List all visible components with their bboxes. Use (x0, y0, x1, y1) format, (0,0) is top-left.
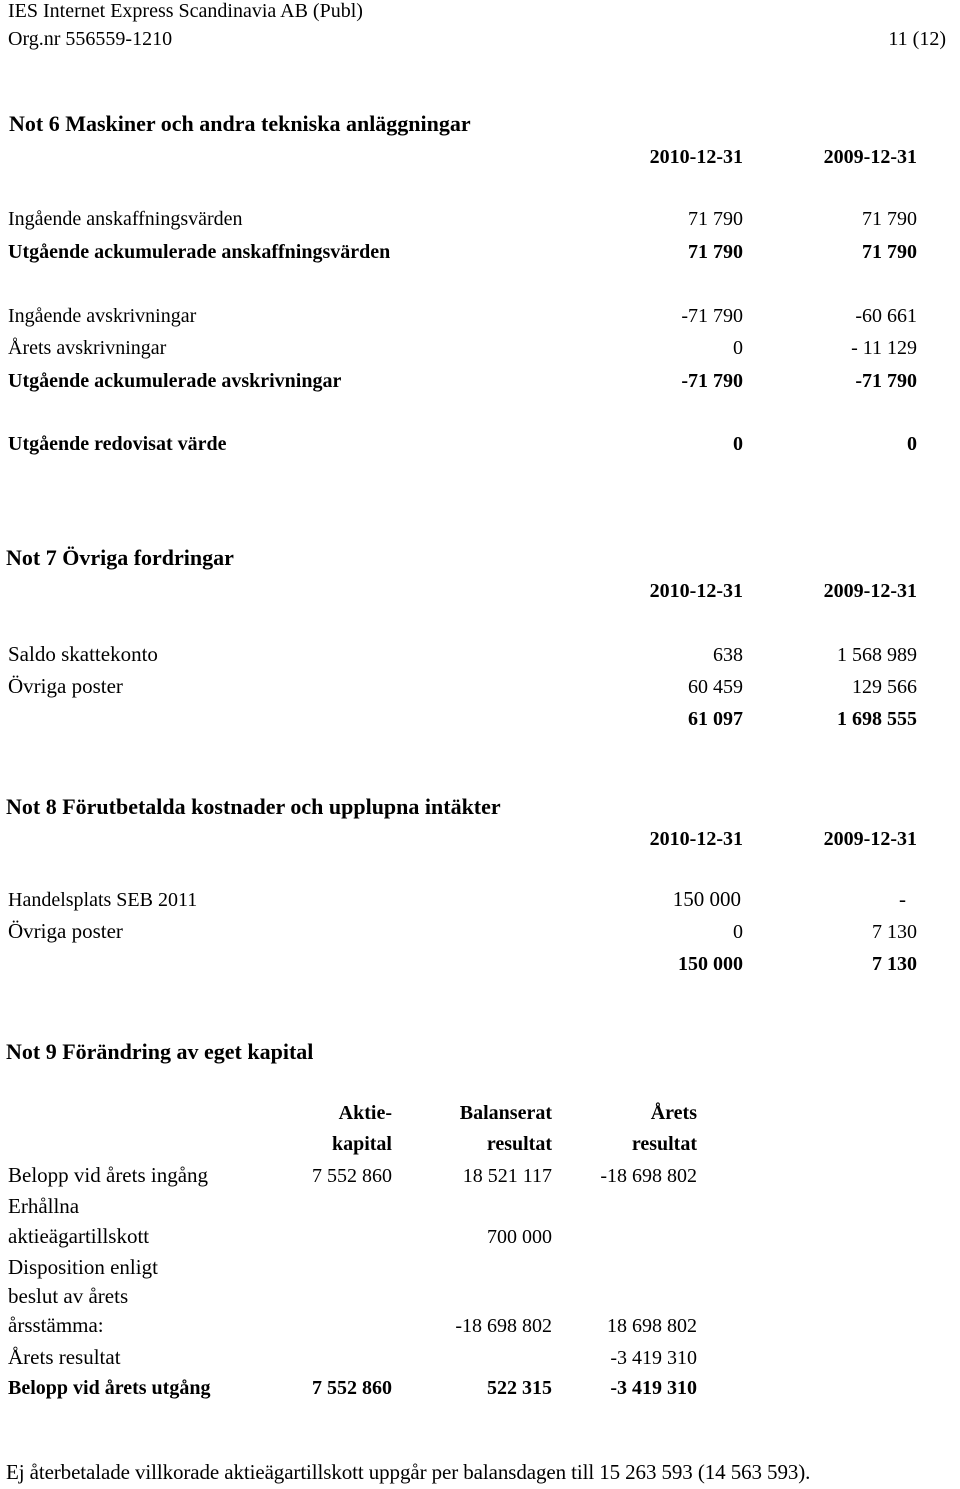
note-7-row-value-2010: 638 (713, 644, 743, 666)
note-6-row-value-2009: -71 790 (855, 370, 917, 392)
note-6-title: Not 6 Maskiner och andra tekniska anläggningar (9, 111, 471, 136)
note-7-col2-header: 2009-12-31 (823, 580, 917, 602)
note-6-row-value-2009: -60 661 (855, 305, 917, 327)
note-8-row-value-2009: - (899, 887, 906, 911)
note-9-row-label: Belopp vid årets ingång (8, 1163, 209, 1187)
note-9-value-balanserat: -18 698 802 (455, 1315, 552, 1337)
note-9-value-aktiekapital: 7 552 860 (312, 1377, 392, 1399)
page-number: 11 (12) (888, 28, 946, 50)
note-6-row-label: Ingående anskaffningsvärden (8, 208, 243, 230)
note-9-value-balanserat: 18 521 117 (462, 1165, 552, 1187)
note-8-row-value-2010: 150 000 (672, 887, 741, 911)
note-8-title: Not 8 Förutbetalda kostnader och upplupna intäkter (6, 794, 501, 819)
note-7-row-value-2010: 60 459 (688, 676, 743, 698)
org-number: Org.nr 556559-1210 (8, 28, 173, 50)
note-6-row-value-2010: -71 790 (681, 370, 743, 392)
note-8-row-value-2009: 7 130 (872, 921, 917, 943)
note-6-row-value-2009: 0 (907, 433, 917, 455)
note-6-col2-header: 2009-12-31 (823, 146, 917, 168)
note-8-col2-header: 2009-12-31 (823, 828, 917, 850)
note-6-row-label: Ingående avskrivningar (8, 305, 197, 327)
note-7-row-label: Saldo skattekonto (8, 642, 158, 666)
note-6-row-label: Årets avskrivningar (8, 337, 167, 359)
note-6-row-label: Utgående ackumulerade anskaffningsvärden (8, 241, 391, 263)
note-6-row-value-2010: 71 790 (688, 208, 743, 230)
note-9-value-arets: -3 419 310 (610, 1347, 697, 1369)
note-7-col1-header: 2010-12-31 (649, 580, 743, 602)
note-9-value-balanserat: 700 000 (487, 1226, 552, 1248)
note-7-total-2009: 1 698 555 (837, 708, 917, 730)
note-6-row-label: Utgående redovisat värde (8, 433, 227, 455)
note-9-row-label: aktieägartillskott (8, 1224, 150, 1248)
note-7-row-value-2009: 1 568 989 (837, 644, 917, 666)
note-6-row-value-2010: 0 (733, 337, 743, 359)
note-9-row-label: Erhållna (8, 1194, 80, 1218)
note-8-row-label: Övriga poster (8, 919, 123, 943)
note-6-row-label: Utgående ackumulerade avskrivningar (8, 370, 342, 392)
note-8-total-2010: 150 000 (678, 953, 743, 975)
note-9-value-aktiekapital: 7 552 860 (312, 1165, 392, 1187)
note-9-title: Not 9 Förändring av eget kapital (6, 1039, 314, 1064)
note-9-value-balanserat: 522 315 (487, 1377, 552, 1399)
note-9-row-label: Disposition enligt (8, 1255, 158, 1279)
note-7-row-label: Övriga poster (8, 674, 123, 698)
note-6-row-value-2010: -71 790 (681, 305, 743, 327)
note-9-row-label: Årets resultat (8, 1345, 121, 1369)
note-6-row-value-2010: 71 790 (688, 241, 743, 263)
note-6-row-value-2009: 71 790 (862, 208, 917, 230)
note-7-row-value-2009: 129 566 (852, 676, 917, 698)
note-9-header-aktiekapital: kapital (331, 1133, 392, 1155)
note-7-total-2010: 61 097 (688, 708, 743, 730)
note-8-col1-header: 2010-12-31 (649, 828, 743, 850)
note-6-row-value-2009: - 11 129 (851, 337, 917, 359)
company-name: IES Internet Express Scandinavia AB (Publ) (8, 0, 363, 22)
note-9-header-aktiekapital: Aktie- (338, 1102, 392, 1124)
note-8-row-value-2010: 0 (733, 921, 743, 943)
note-9-header-arets: Årets (650, 1102, 697, 1124)
footer-note: Ej återbetalade villkorade aktieägartillskott uppgår per balansdagen till 15 263 593 (14 563 593). (6, 1460, 811, 1484)
note-6-col1-header: 2010-12-31 (649, 146, 743, 168)
note-6-row-value-2010: 0 (733, 433, 743, 455)
note-6-row-value-2009: 71 790 (862, 241, 917, 263)
note-8-row-label: Handelsplats SEB 2011 (8, 889, 198, 911)
note-7-title: Not 7 Övriga fordringar (6, 545, 234, 570)
note-9-row-label: Belopp vid årets utgång (8, 1377, 211, 1399)
note-9-header-arets: resultat (631, 1133, 697, 1155)
note-9-row-label: årsstämma: (8, 1313, 104, 1337)
note-9-value-arets: -18 698 802 (600, 1165, 697, 1187)
note-9-header-balanserat: resultat (486, 1133, 552, 1155)
note-8-total-2009: 7 130 (872, 953, 917, 975)
note-9-value-arets: 18 698 802 (607, 1315, 697, 1337)
note-9-value-arets: -3 419 310 (610, 1377, 697, 1399)
note-9-header-balanserat: Balanserat (459, 1102, 552, 1124)
note-9-row-label: beslut av årets (8, 1284, 129, 1308)
